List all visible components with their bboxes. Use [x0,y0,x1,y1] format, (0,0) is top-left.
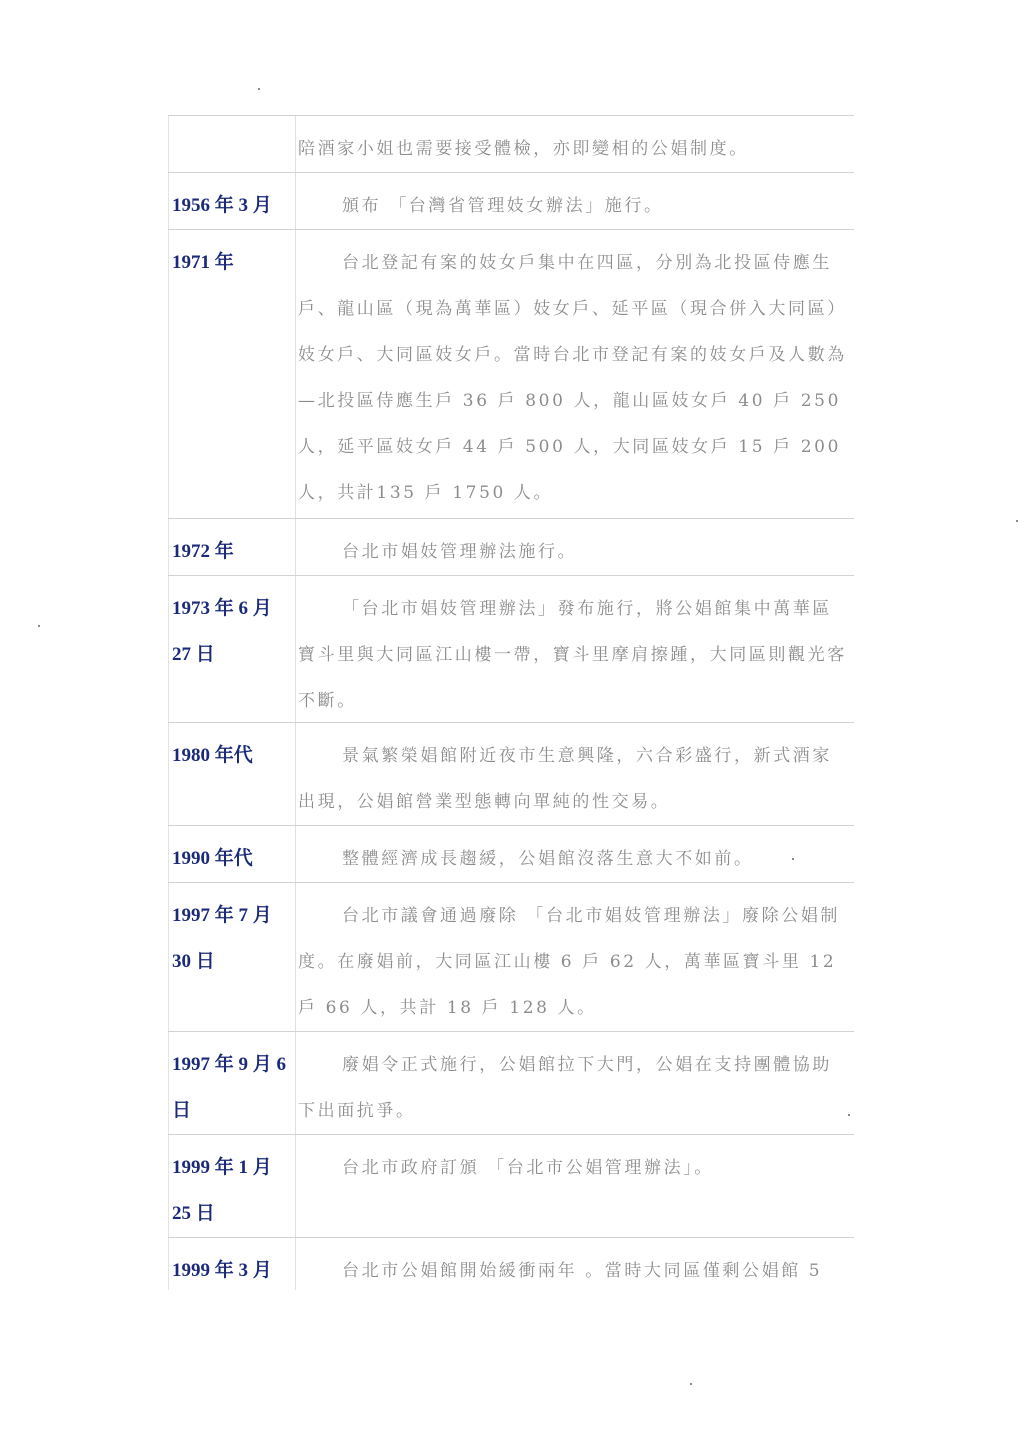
row-text: 台北市議會通過廢除 「台北市娼妓管理辦法」廢除公娼制度。在廢娼前，大同區江山樓 6 戶 62 人，萬華區寶斗里 12 戶 66 人，共計 18 戶 128 人。 [298,906,841,1018]
table-row [168,1135,854,1238]
row-date: 1990 年代 [168,826,296,882]
row-description [296,173,854,229]
row-description [296,723,854,825]
scan-speck [1016,520,1018,522]
row-description [296,230,854,518]
row-text: 陪酒家小姐也需要接受體檢，亦即變相的公娼制度。 [298,139,749,159]
row-date [168,116,296,172]
table-row [168,723,854,826]
row-description [296,519,854,575]
table-row [168,826,854,883]
row-description [296,883,854,1031]
scan-speck [258,88,260,90]
row-date: 1972 年 [168,519,296,575]
row-description [296,826,854,882]
table-row [168,1238,854,1290]
timeline-table [168,115,854,1290]
row-date: 1971 年 [168,230,296,518]
scan-speck [848,1114,850,1116]
row-date: 1999 年 1 月 25 日 [168,1135,296,1237]
scan-speck [690,1383,692,1385]
row-date: 1980 年代 [168,723,296,825]
table-row [168,116,854,173]
row-text: 「台北市娼妓管理辦法」發布施行，將公娼館集中萬華區寶斗里與大同區江山樓一帶，寶斗里摩肩擦踵，大同區則觀光客不斷。 [298,599,847,711]
table-row [168,883,854,1032]
table-row [168,519,854,576]
table-row [168,1032,854,1135]
table-row [168,576,854,723]
row-description [296,576,854,722]
row-text: 景氣繁榮娼館附近夜市生意興隆，六合彩盛行，新式酒家出現，公娼館營業型態轉向單純的性交易。 [298,746,832,812]
row-text: 頒布 「台灣省管理妓女辦法」施行。 [342,196,664,216]
row-text: 台北市娼妓管理辦法施行。 [342,542,578,562]
row-description [296,1238,854,1290]
row-text: 廢娼令正式施行，公娼館拉下大門，公娼在支持團體協助下出面抗爭。 [298,1055,832,1121]
row-description [296,1032,854,1134]
row-text: 台北市公娼館開始緩衝兩年 。當時大同區僅剩公娼館 5 [342,1261,823,1281]
table-row [168,230,854,519]
row-date: 1997 年 9 月 6 日 [168,1032,296,1134]
row-date: 1956 年 3 月 [168,173,296,229]
row-text: 台北登記有案的妓女戶集中在四區，分別為北投區侍應生戶、龍山區（現為萬華區）妓女戶、延平區（現合併入大同區）妓女戶、大同區妓女戶。當時台北市登記有案的妓女戶及人數為—北投區侍應生戶 36 戶 800 人，龍山區妓女戶 40 戶 250 人，延平區妓女戶 44 戶 500 人，大同區妓女戶 15 戶 200 人，共計135 戶 1750 人。 [298,253,847,503]
row-date: 1999 年 3 月 [168,1238,296,1290]
row-description [296,116,854,172]
row-description [296,1135,854,1237]
row-text: 整體經濟成長趨緩，公娼館沒落生意大不如前。 [342,849,754,869]
row-date: 1997 年 7 月 30 日 [168,883,296,1031]
row-date: 1973 年 6 月 27 日 [168,576,296,722]
scan-speck [792,858,794,860]
row-text: 台北市政府訂頒 「台北市公娼管理辦法」。 [342,1158,714,1178]
table-row [168,173,854,230]
scan-speck [38,625,40,627]
